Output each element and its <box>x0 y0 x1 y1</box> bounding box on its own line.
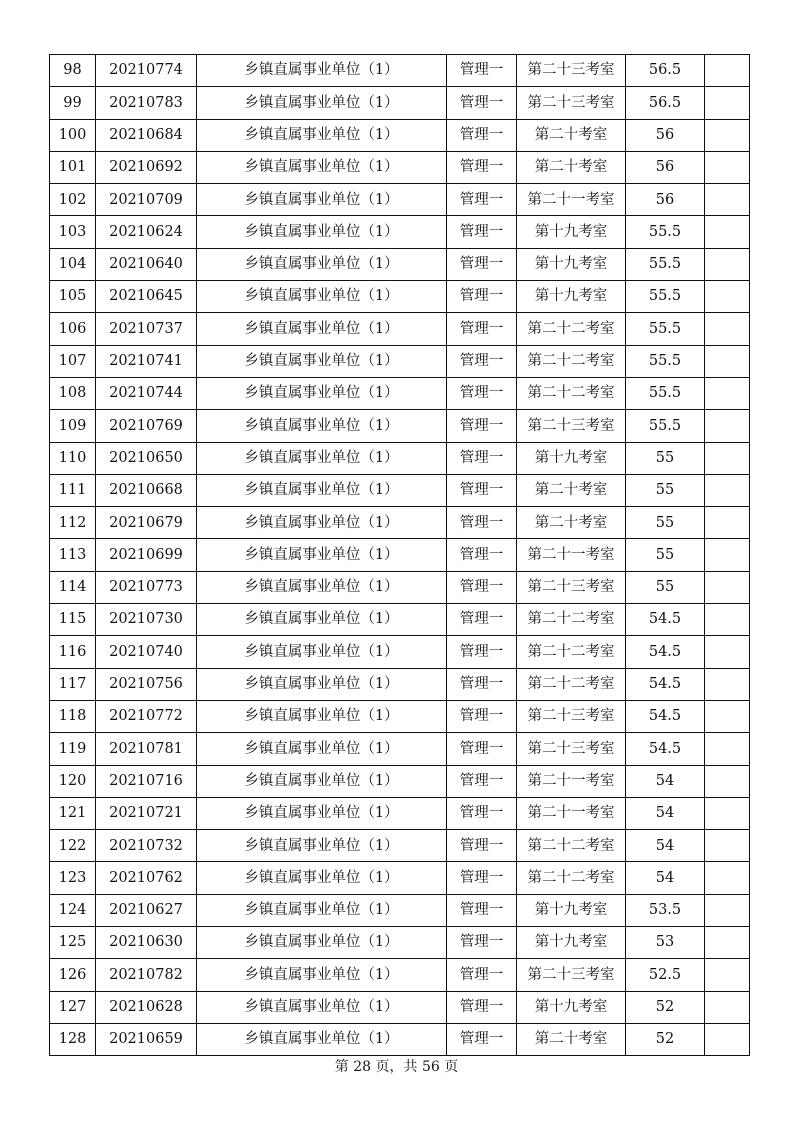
rank-cell: 111 <box>50 474 96 506</box>
note-cell <box>705 733 750 765</box>
table-row <box>50 1023 750 1055</box>
note-cell <box>705 87 750 119</box>
note-cell <box>705 636 750 668</box>
score-cell: 55.5 <box>626 281 705 313</box>
post-cell: 管理一 <box>447 313 517 345</box>
score-cell: 55 <box>626 507 705 539</box>
unit-cell: 乡镇直属事业单位（1） <box>197 87 447 119</box>
exam-room-cell: 第二十考室 <box>517 474 626 506</box>
rank-cell: 122 <box>50 830 96 862</box>
table-row <box>50 991 750 1023</box>
score-cell: 52.5 <box>626 959 705 991</box>
post-cell: 管理一 <box>447 700 517 732</box>
ticket-number-cell: 20210781 <box>96 733 197 765</box>
note-cell <box>705 377 750 409</box>
rank-cell: 100 <box>50 119 96 151</box>
unit-cell: 乡镇直属事业单位（1） <box>197 862 447 894</box>
post-cell: 管理一 <box>447 927 517 959</box>
unit-cell: 乡镇直属事业单位（1） <box>197 765 447 797</box>
table-row <box>50 830 750 862</box>
note-cell <box>705 700 750 732</box>
rank-cell: 113 <box>50 539 96 571</box>
table-row <box>50 668 750 700</box>
score-cell: 54 <box>626 830 705 862</box>
score-cell: 56 <box>626 151 705 183</box>
note-cell <box>705 151 750 183</box>
exam-room-cell: 第二十三考室 <box>517 959 626 991</box>
table-row <box>50 410 750 442</box>
score-cell: 55.5 <box>626 313 705 345</box>
score-cell: 53 <box>626 927 705 959</box>
results-table <box>49 54 750 1056</box>
table-row <box>50 248 750 280</box>
rank-cell: 108 <box>50 377 96 409</box>
table-row <box>50 604 750 636</box>
score-cell: 54.5 <box>626 700 705 732</box>
note-cell <box>705 313 750 345</box>
table-row <box>50 797 750 829</box>
score-cell: 55.5 <box>626 216 705 248</box>
table-row <box>50 507 750 539</box>
score-cell: 54 <box>626 862 705 894</box>
exam-room-cell: 第二十考室 <box>517 507 626 539</box>
exam-room-cell: 第二十三考室 <box>517 410 626 442</box>
rank-cell: 124 <box>50 894 96 926</box>
score-cell: 55 <box>626 474 705 506</box>
unit-cell: 乡镇直属事业单位（1） <box>197 636 447 668</box>
table-row <box>50 927 750 959</box>
exam-room-cell: 第十九考室 <box>517 442 626 474</box>
table-row <box>50 216 750 248</box>
exam-room-cell: 第二十二考室 <box>517 636 626 668</box>
ticket-number-cell: 20210741 <box>96 345 197 377</box>
exam-room-cell: 第二十二考室 <box>517 377 626 409</box>
post-cell: 管理一 <box>447 216 517 248</box>
post-cell: 管理一 <box>447 345 517 377</box>
table-row <box>50 700 750 732</box>
unit-cell: 乡镇直属事业单位（1） <box>197 442 447 474</box>
ticket-number-cell: 20210624 <box>96 216 197 248</box>
unit-cell: 乡镇直属事业单位（1） <box>197 55 447 87</box>
rank-cell: 128 <box>50 1023 96 1055</box>
ticket-number-cell: 20210769 <box>96 410 197 442</box>
rank-cell: 126 <box>50 959 96 991</box>
post-cell: 管理一 <box>447 830 517 862</box>
exam-room-cell: 第二十一考室 <box>517 184 626 216</box>
score-cell: 54.5 <box>626 604 705 636</box>
ticket-number-cell: 20210773 <box>96 571 197 603</box>
score-cell: 56 <box>626 119 705 151</box>
post-cell: 管理一 <box>447 507 517 539</box>
exam-room-cell: 第十九考室 <box>517 927 626 959</box>
note-cell <box>705 281 750 313</box>
ticket-number-cell: 20210709 <box>96 184 197 216</box>
exam-room-cell: 第十九考室 <box>517 281 626 313</box>
ticket-number-cell: 20210744 <box>96 377 197 409</box>
note-cell <box>705 184 750 216</box>
unit-cell: 乡镇直属事业单位（1） <box>197 991 447 1023</box>
exam-room-cell: 第二十二考室 <box>517 604 626 636</box>
note-cell <box>705 797 750 829</box>
unit-cell: 乡镇直属事业单位（1） <box>197 474 447 506</box>
exam-room-cell: 第二十三考室 <box>517 571 626 603</box>
score-cell: 54 <box>626 765 705 797</box>
note-cell <box>705 539 750 571</box>
ticket-number-cell: 20210774 <box>96 55 197 87</box>
ticket-number-cell: 20210783 <box>96 87 197 119</box>
table-row <box>50 151 750 183</box>
rank-cell: 119 <box>50 733 96 765</box>
exam-room-cell: 第二十考室 <box>517 119 626 151</box>
unit-cell: 乡镇直属事业单位（1） <box>197 797 447 829</box>
rank-cell: 117 <box>50 668 96 700</box>
score-cell: 56 <box>626 184 705 216</box>
ticket-number-cell: 20210782 <box>96 959 197 991</box>
rank-cell: 103 <box>50 216 96 248</box>
ticket-number-cell: 20210756 <box>96 668 197 700</box>
exam-room-cell: 第二十三考室 <box>517 733 626 765</box>
note-cell <box>705 507 750 539</box>
score-cell: 56.5 <box>626 55 705 87</box>
exam-room-cell: 第十九考室 <box>517 248 626 280</box>
note-cell <box>705 442 750 474</box>
table-row <box>50 281 750 313</box>
unit-cell: 乡镇直属事业单位（1） <box>197 119 447 151</box>
exam-room-cell: 第十九考室 <box>517 216 626 248</box>
note-cell <box>705 1023 750 1055</box>
note-cell <box>705 345 750 377</box>
rank-cell: 118 <box>50 700 96 732</box>
exam-room-cell: 第二十二考室 <box>517 668 626 700</box>
rank-cell: 120 <box>50 765 96 797</box>
page-footer: 第 28 页，共 56 页 <box>334 1059 459 1075</box>
score-cell: 52 <box>626 991 705 1023</box>
table-row <box>50 119 750 151</box>
unit-cell: 乡镇直属事业单位（1） <box>197 345 447 377</box>
table-row <box>50 894 750 926</box>
table-body <box>50 55 750 1056</box>
note-cell <box>705 410 750 442</box>
note-cell <box>705 668 750 700</box>
table-row <box>50 87 750 119</box>
table-row <box>50 55 750 87</box>
score-cell: 55 <box>626 442 705 474</box>
unit-cell: 乡镇直属事业单位（1） <box>197 959 447 991</box>
score-cell: 54.5 <box>626 733 705 765</box>
unit-cell: 乡镇直属事业单位（1） <box>197 281 447 313</box>
note-cell <box>705 55 750 87</box>
exam-room-cell: 第二十二考室 <box>517 862 626 894</box>
post-cell: 管理一 <box>447 959 517 991</box>
rank-cell: 106 <box>50 313 96 345</box>
post-cell: 管理一 <box>447 765 517 797</box>
exam-room-cell: 第十九考室 <box>517 991 626 1023</box>
note-cell <box>705 474 750 506</box>
unit-cell: 乡镇直属事业单位（1） <box>197 216 447 248</box>
unit-cell: 乡镇直属事业单位（1） <box>197 248 447 280</box>
note-cell <box>705 216 750 248</box>
ticket-number-cell: 20210772 <box>96 700 197 732</box>
note-cell <box>705 765 750 797</box>
rank-cell: 121 <box>50 797 96 829</box>
ticket-number-cell: 20210684 <box>96 119 197 151</box>
unit-cell: 乡镇直属事业单位（1） <box>197 313 447 345</box>
exam-room-cell: 第二十一考室 <box>517 539 626 571</box>
ticket-number-cell: 20210699 <box>96 539 197 571</box>
rank-cell: 115 <box>50 604 96 636</box>
unit-cell: 乡镇直属事业单位（1） <box>197 733 447 765</box>
unit-cell: 乡镇直属事业单位（1） <box>197 571 447 603</box>
score-cell: 55.5 <box>626 410 705 442</box>
post-cell: 管理一 <box>447 733 517 765</box>
exam-room-cell: 第二十二考室 <box>517 313 626 345</box>
unit-cell: 乡镇直属事业单位（1） <box>197 507 447 539</box>
unit-cell: 乡镇直属事业单位（1） <box>197 377 447 409</box>
post-cell: 管理一 <box>447 248 517 280</box>
score-cell: 55.5 <box>626 377 705 409</box>
unit-cell: 乡镇直属事业单位（1） <box>197 539 447 571</box>
score-cell: 55 <box>626 539 705 571</box>
exam-room-cell: 第二十二考室 <box>517 345 626 377</box>
ticket-number-cell: 20210762 <box>96 862 197 894</box>
ticket-number-cell: 20210692 <box>96 151 197 183</box>
unit-cell: 乡镇直属事业单位（1） <box>197 894 447 926</box>
rank-cell: 98 <box>50 55 96 87</box>
score-cell: 54 <box>626 797 705 829</box>
unit-cell: 乡镇直属事业单位（1） <box>197 1023 447 1055</box>
post-cell: 管理一 <box>447 410 517 442</box>
ticket-number-cell: 20210650 <box>96 442 197 474</box>
unit-cell: 乡镇直属事业单位（1） <box>197 668 447 700</box>
note-cell <box>705 119 750 151</box>
rank-cell: 110 <box>50 442 96 474</box>
post-cell: 管理一 <box>447 1023 517 1055</box>
ticket-number-cell: 20210640 <box>96 248 197 280</box>
post-cell: 管理一 <box>447 442 517 474</box>
exam-room-cell: 第二十考室 <box>517 151 626 183</box>
ticket-number-cell: 20210668 <box>96 474 197 506</box>
exam-room-cell: 第二十考室 <box>517 1023 626 1055</box>
score-cell: 53.5 <box>626 894 705 926</box>
ticket-number-cell: 20210721 <box>96 797 197 829</box>
rank-cell: 123 <box>50 862 96 894</box>
ticket-number-cell: 20210659 <box>96 1023 197 1055</box>
post-cell: 管理一 <box>447 119 517 151</box>
table-row <box>50 959 750 991</box>
rank-cell: 107 <box>50 345 96 377</box>
rank-cell: 125 <box>50 927 96 959</box>
unit-cell: 乡镇直属事业单位（1） <box>197 927 447 959</box>
note-cell <box>705 604 750 636</box>
rank-cell: 101 <box>50 151 96 183</box>
note-cell <box>705 248 750 280</box>
post-cell: 管理一 <box>447 87 517 119</box>
ticket-number-cell: 20210630 <box>96 927 197 959</box>
exam-room-cell: 第二十三考室 <box>517 55 626 87</box>
table-row <box>50 733 750 765</box>
exam-room-cell: 第十九考室 <box>517 894 626 926</box>
exam-room-cell: 第二十三考室 <box>517 700 626 732</box>
rank-cell: 127 <box>50 991 96 1023</box>
post-cell: 管理一 <box>447 539 517 571</box>
table-row <box>50 313 750 345</box>
table-row <box>50 539 750 571</box>
post-cell: 管理一 <box>447 474 517 506</box>
exam-room-cell: 第二十一考室 <box>517 765 626 797</box>
exam-room-cell: 第二十三考室 <box>517 87 626 119</box>
rank-cell: 109 <box>50 410 96 442</box>
post-cell: 管理一 <box>447 571 517 603</box>
post-cell: 管理一 <box>447 55 517 87</box>
post-cell: 管理一 <box>447 377 517 409</box>
ticket-number-cell: 20210716 <box>96 765 197 797</box>
note-cell <box>705 959 750 991</box>
unit-cell: 乡镇直属事业单位（1） <box>197 604 447 636</box>
score-cell: 55.5 <box>626 345 705 377</box>
score-cell: 52 <box>626 1023 705 1055</box>
table-row <box>50 442 750 474</box>
post-cell: 管理一 <box>447 797 517 829</box>
note-cell <box>705 991 750 1023</box>
table-row <box>50 571 750 603</box>
rank-cell: 99 <box>50 87 96 119</box>
rank-cell: 112 <box>50 507 96 539</box>
table-row <box>50 184 750 216</box>
ticket-number-cell: 20210737 <box>96 313 197 345</box>
rank-cell: 102 <box>50 184 96 216</box>
post-cell: 管理一 <box>447 862 517 894</box>
rank-cell: 105 <box>50 281 96 313</box>
score-cell: 54.5 <box>626 636 705 668</box>
score-cell: 54.5 <box>626 668 705 700</box>
post-cell: 管理一 <box>447 668 517 700</box>
ticket-number-cell: 20210627 <box>96 894 197 926</box>
unit-cell: 乡镇直属事业单位（1） <box>197 151 447 183</box>
table-row <box>50 862 750 894</box>
post-cell: 管理一 <box>447 636 517 668</box>
rank-cell: 104 <box>50 248 96 280</box>
unit-cell: 乡镇直属事业单位（1） <box>197 410 447 442</box>
score-cell: 56.5 <box>626 87 705 119</box>
unit-cell: 乡镇直属事业单位（1） <box>197 184 447 216</box>
unit-cell: 乡镇直属事业单位（1） <box>197 830 447 862</box>
rank-cell: 116 <box>50 636 96 668</box>
note-cell <box>705 571 750 603</box>
table-row <box>50 636 750 668</box>
post-cell: 管理一 <box>447 894 517 926</box>
ticket-number-cell: 20210732 <box>96 830 197 862</box>
score-cell: 55.5 <box>626 248 705 280</box>
unit-cell: 乡镇直属事业单位（1） <box>197 700 447 732</box>
note-cell <box>705 927 750 959</box>
ticket-number-cell: 20210645 <box>96 281 197 313</box>
table-row <box>50 765 750 797</box>
ticket-number-cell: 20210730 <box>96 604 197 636</box>
note-cell <box>705 894 750 926</box>
ticket-number-cell: 20210679 <box>96 507 197 539</box>
exam-room-cell: 第二十一考室 <box>517 797 626 829</box>
post-cell: 管理一 <box>447 281 517 313</box>
rank-cell: 114 <box>50 571 96 603</box>
post-cell: 管理一 <box>447 184 517 216</box>
ticket-number-cell: 20210740 <box>96 636 197 668</box>
table-row <box>50 474 750 506</box>
post-cell: 管理一 <box>447 604 517 636</box>
exam-room-cell: 第二十二考室 <box>517 830 626 862</box>
post-cell: 管理一 <box>447 151 517 183</box>
ticket-number-cell: 20210628 <box>96 991 197 1023</box>
note-cell <box>705 862 750 894</box>
table-row <box>50 377 750 409</box>
post-cell: 管理一 <box>447 991 517 1023</box>
score-cell: 55 <box>626 571 705 603</box>
note-cell <box>705 830 750 862</box>
table-row <box>50 345 750 377</box>
